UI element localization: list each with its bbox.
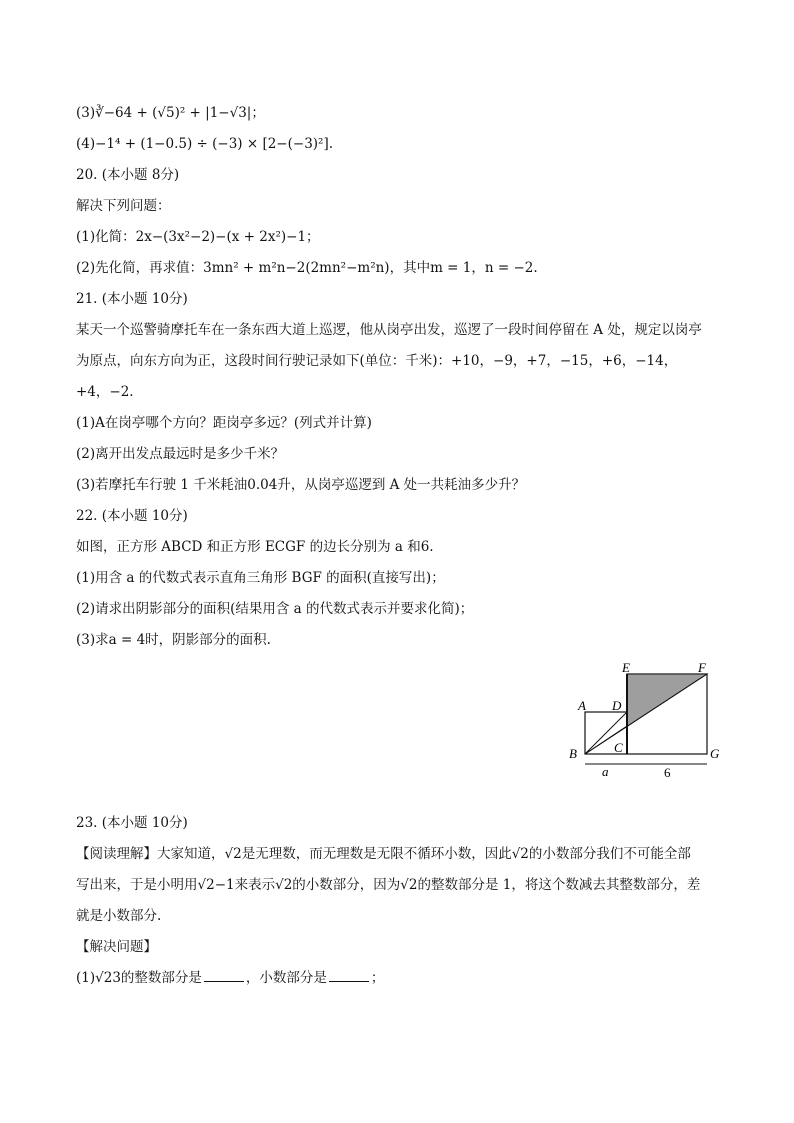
label-g: G (710, 746, 720, 761)
q23-para-3: 就是小数部分. (76, 908, 162, 924)
answer-blank-integer[interactable] (204, 969, 244, 982)
q23-para-1: 【阅读理解】大家知道，√2是无理数，而无理数是无限不循环小数，因此√2的小数部分我们不可能全部 (76, 846, 691, 862)
label-f: F (698, 660, 706, 675)
label-b: B (569, 746, 577, 761)
q19-item-3: (3)∛−64 + (√5)² + |1−√3|； (76, 105, 265, 121)
label-a-vertex: A (578, 698, 586, 713)
q20-item-1: (1)化简：2x−(3x²−2)−(x + 2x²)−1； (76, 229, 320, 245)
q21-item-3: (3)若摩托车行驶 1 千米耗油0.04升，从岗亭巡逻到 A 处一共耗油多少升？ (76, 477, 526, 493)
q21-para-2: 为原点，向东方向为正，这段时间行驶记录如下(单位：千米)：+10，−9，+7，−15，+6，−14， (76, 353, 678, 369)
q23-item-1-part-c: ； (370, 970, 385, 986)
q23-para-2: 写出来，于是小明用√2−1来表示√2的小数部分，因为√2的整数部分是 1，将这个数减去其整数部分，差 (76, 877, 701, 893)
q21-para-3: +4，−2. (76, 384, 134, 400)
q21-header: 21. (本小题 10分) (76, 291, 188, 307)
label-e: E (622, 660, 630, 675)
q21-item-1: (1)A在岗亭哪个方向？距岗亭多远？(列式并计算) (76, 415, 372, 431)
q23-header: 23. (本小题 10分) (76, 815, 188, 831)
label-side-a: a (602, 764, 609, 779)
label-d: D (612, 698, 622, 713)
q20-header: 20. (本小题 8分) (76, 167, 180, 183)
answer-blank-decimal[interactable] (329, 969, 369, 982)
q20-item-2: (2)先化简，再求值：3mn² + m²n−2(2mn²−m²n)，其中m = 1，n = −2. (76, 260, 538, 276)
squares-diagram (566, 660, 726, 785)
q22-header: 22. (本小题 10分) (76, 508, 188, 524)
q23-subheading: 【解决问题】 (76, 939, 157, 955)
q19-item-4: (4)−1⁴ + (1−0.5) ÷ (−3) × [2−(−3)²]. (76, 136, 334, 152)
label-c: C (614, 740, 623, 755)
squares-figure (566, 660, 726, 785)
q22-item-2: (2)请求出阴影部分的面积(结果用含 a 的代数式表示并要求化简)； (76, 601, 474, 617)
q22-para: 如图，正方形 ABCD 和正方形 ECGF 的边长分别为 a 和6. (76, 539, 434, 555)
q20-intro: 解决下列问题： (76, 198, 171, 214)
q21-para-1: 某天一个巡警骑摩托车在一条东西大道上巡逻，他从岗亭出发，巡逻了一段时间停留在 A 处，规定以岗亭 (76, 322, 702, 338)
q23-item-1 (76, 969, 384, 987)
q22-item-3: (3)求a = 4时，阴影部分的面积. (76, 632, 271, 648)
q21-item-2: (2)离开出发点最远时是多少千米？ (76, 446, 285, 462)
label-side-6: 6 (664, 765, 671, 780)
q23-item-1-part-b: ，小数部分是 (245, 970, 327, 986)
q23-item-1-part-a: (1)√23的整数部分是 (76, 970, 202, 986)
q22-item-1: (1)用含 a 的代数式表示直角三角形 BGF 的面积(直接写出)； (76, 570, 445, 586)
